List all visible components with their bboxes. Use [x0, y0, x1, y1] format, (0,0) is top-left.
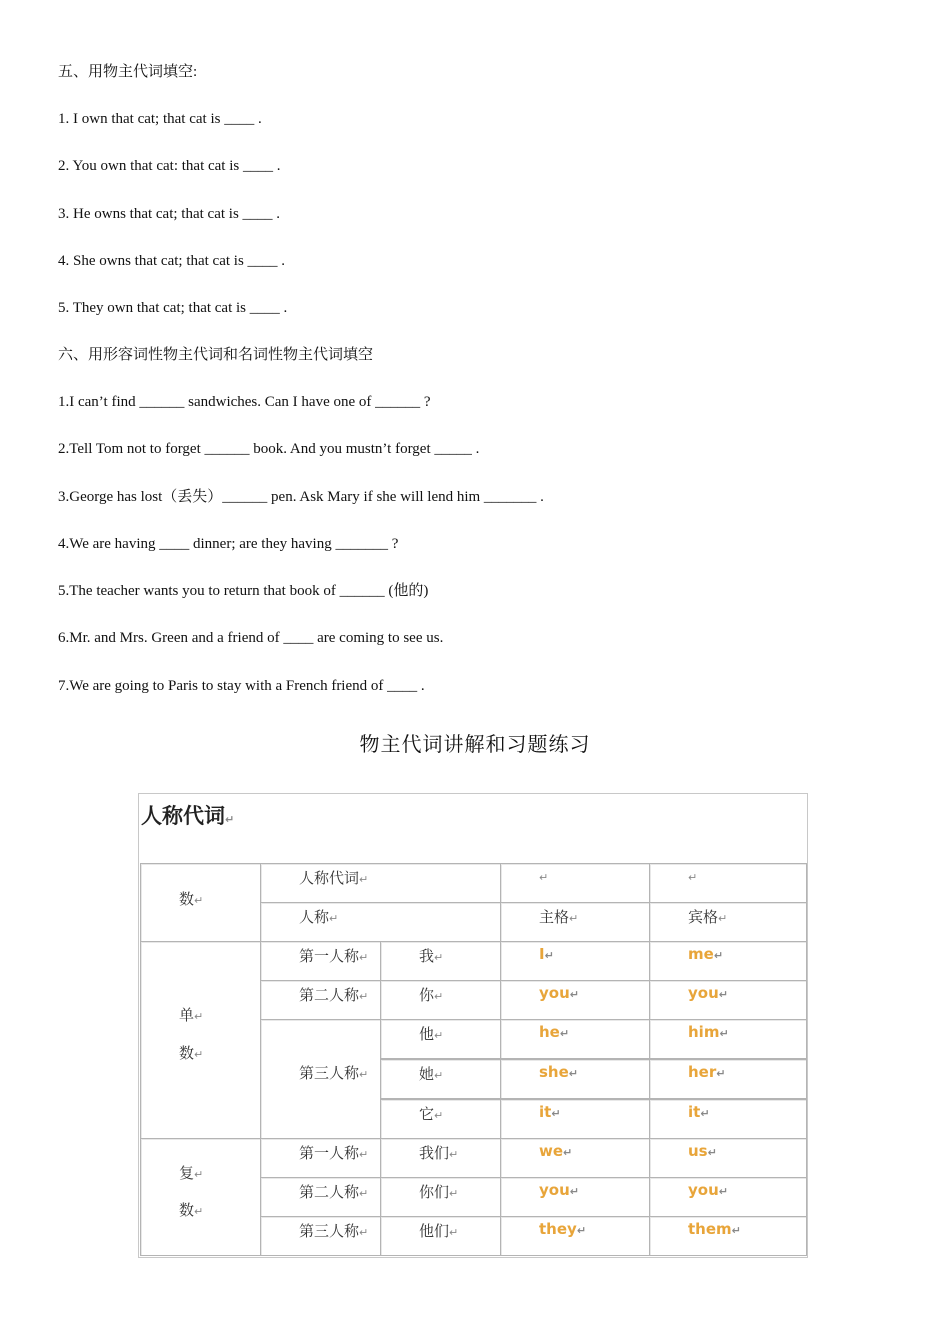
person-cell	[260, 1138, 381, 1178]
subject-cell	[500, 1216, 650, 1256]
object-pronoun: her↵	[688, 1063, 726, 1081]
header-empty-cell: ↵	[649, 863, 807, 903]
exercise-item: 2. You own that cat: that cat is ____ .	[58, 158, 281, 174]
header-object: 宾格↵	[688, 908, 728, 926]
pronoun-cn-cell	[380, 1177, 501, 1217]
pronoun-cn-cell	[380, 1099, 501, 1139]
subject-cell	[500, 980, 650, 1020]
subject-cell	[500, 1177, 650, 1217]
pronoun-cn: 我们↵	[419, 1144, 459, 1162]
exercise-item: 6.Mr. and Mrs. Green and a friend of ____ are coming to see us.	[58, 630, 444, 646]
object-pronoun: it↵	[688, 1103, 710, 1121]
subject-cell	[500, 941, 650, 981]
header-pronoun: 人称代词↵	[299, 869, 369, 887]
pronoun-cn: 他们↵	[419, 1222, 459, 1240]
object-pronoun: you↵	[688, 1181, 728, 1199]
subject-pronoun: they↵	[539, 1220, 587, 1238]
singular-group-cell	[140, 941, 261, 1139]
subject-pronoun: she↵	[539, 1063, 578, 1081]
header-number: 数↵	[179, 890, 204, 908]
exercise-item: 1.I can’t find ______ sandwiches. Can I have one of ______ ?	[58, 394, 431, 410]
object-cell	[649, 1216, 807, 1256]
exercise-item: 7.We are going to Paris to stay with a French friend of ____ .	[58, 678, 425, 694]
subject-pronoun: it↵	[539, 1103, 561, 1121]
object-cell	[649, 1138, 807, 1178]
pronoun-cn-cell	[380, 1216, 501, 1256]
object-pronoun: him↵	[688, 1023, 729, 1041]
person-cell	[260, 1177, 381, 1217]
subject-cell	[500, 1019, 650, 1059]
header-object-cell	[649, 902, 807, 942]
object-cell	[649, 980, 807, 1020]
singular-label-2: 数↵	[179, 1044, 204, 1062]
pronoun-table	[138, 793, 808, 1258]
header-number-cell	[140, 863, 261, 942]
person-first: 第一人称↵	[299, 947, 369, 965]
person-first: 第一人称↵	[299, 1144, 369, 1162]
pronoun-cn: 它↵	[419, 1105, 444, 1123]
person-cell	[260, 941, 381, 981]
object-cell	[649, 1059, 807, 1099]
pronoun-cn-cell	[380, 1019, 501, 1059]
exercise-item: 3.George has lost（丢失）______ pen. Ask Mary if she will lend him _______ .	[58, 489, 544, 505]
header-pronoun-cell	[260, 863, 501, 903]
exercise-item: 5.The teacher wants you to return that book of ______ (他的)	[58, 583, 429, 599]
pronoun-cn: 他↵	[419, 1025, 444, 1043]
table-title: 人称代词↵	[141, 804, 235, 828]
pronoun-cn: 我↵	[419, 947, 444, 965]
exercise-item: 1. I own that cat; that cat is ____ .	[58, 111, 262, 127]
header-subject: 主格↵	[539, 908, 579, 926]
object-cell	[649, 941, 807, 981]
pronoun-cn-cell	[380, 1138, 501, 1178]
person-cell	[260, 1216, 381, 1256]
subject-pronoun: we↵	[539, 1142, 573, 1160]
person-third: 第三人称↵	[299, 1064, 369, 1082]
exercise-item: 4. She owns that cat; that cat is ____ .	[58, 253, 286, 269]
object-cell	[649, 1177, 807, 1217]
section-5-title: 五、用物主代词填空:	[58, 64, 198, 80]
header-subject-cell	[500, 902, 650, 942]
person-cell	[260, 980, 381, 1020]
section-6-title: 六、用形容词性物主代词和名词性物主代词填空	[58, 347, 374, 363]
pronoun-cn: 她↵	[419, 1065, 444, 1083]
person-second: 第二人称↵	[299, 1183, 369, 1201]
plural-group-cell	[140, 1138, 261, 1256]
pronoun-cn: 你们↵	[419, 1183, 459, 1201]
subject-pronoun: you↵	[539, 1181, 579, 1199]
subject-pronoun: you↵	[539, 984, 579, 1002]
subject-pronoun: he↵	[539, 1023, 570, 1041]
pronoun-cn: 你↵	[419, 986, 444, 1004]
object-pronoun: me↵	[688, 945, 724, 963]
object-cell	[649, 1019, 807, 1059]
subject-cell	[500, 1138, 650, 1178]
object-pronoun: you↵	[688, 984, 728, 1002]
exercise-item: 2.Tell Tom not to forget ______ book. And you mustn’t forget _____ .	[58, 441, 480, 457]
pronoun-cn-cell	[380, 941, 501, 981]
person-cell	[260, 1019, 381, 1139]
object-cell	[649, 1099, 807, 1139]
exercise-item: 3. He owns that cat; that cat is ____ .	[58, 206, 281, 222]
header-person-cell	[260, 902, 501, 942]
subject-pronoun: I↵	[539, 945, 554, 963]
exercise-item: 4.We are having ____ dinner; are they having _______ ?	[58, 536, 399, 552]
page-heading: 物主代词讲解和习题练习	[359, 732, 591, 756]
header-person: 人称↵	[299, 908, 339, 926]
subject-cell	[500, 1099, 650, 1139]
object-pronoun: them↵	[688, 1220, 741, 1238]
exercise-item: 5. They own that cat; that cat is ____ .	[58, 300, 288, 316]
person-third: 第三人称↵	[299, 1222, 369, 1240]
pronoun-cn-cell	[380, 980, 501, 1020]
singular-label-1: 单↵	[179, 1006, 204, 1024]
person-second: 第二人称↵	[299, 986, 369, 1004]
object-pronoun: us↵	[688, 1142, 717, 1160]
subject-cell	[500, 1059, 650, 1099]
plural-label-1: 复↵	[179, 1164, 204, 1182]
pronoun-cn-cell	[380, 1059, 501, 1099]
header-empty-cell: ↵	[500, 863, 650, 903]
plural-label-2: 数↵	[179, 1201, 204, 1219]
